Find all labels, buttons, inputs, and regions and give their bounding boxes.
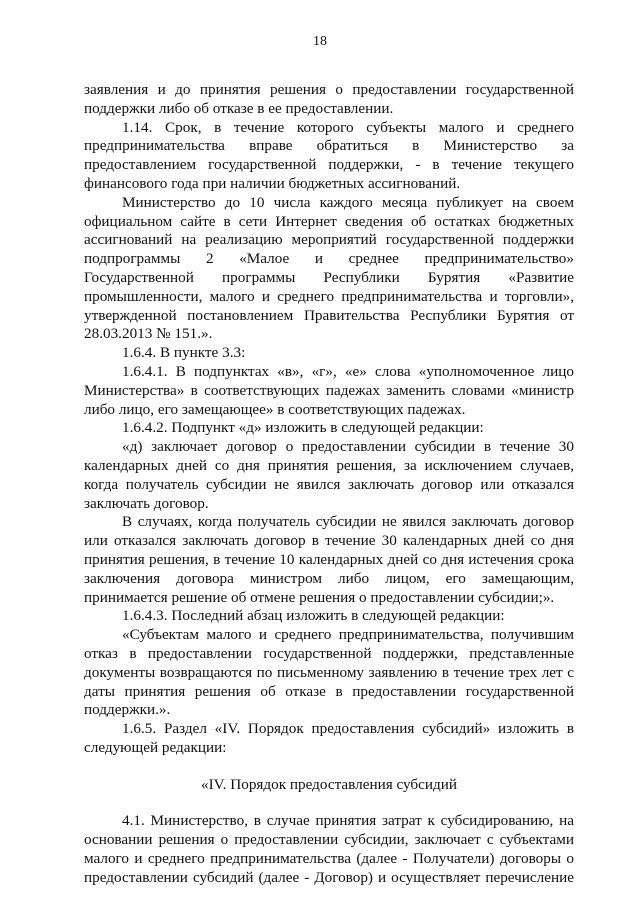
paragraph: «д) заключает договор о предоставлении субсидии в течение 30 календарных дней со дня принятия решения, за исключением случаев, когда получатель субсидии не явился заключать договор или отказался заключать договор. (84, 438, 574, 512)
paragraph: 4.1. Министерство, в случае принятия затрат к субсидированию, на основании решения о предоставлении субсидии, заключает с субъектами малого и среднего предпринимательства (далее - Получатели) договоры о предоставлении субсидий (далее - Договор) и осуществляет перечисление (84, 812, 574, 886)
section-heading: «IV. Порядок предоставления субсидий (201, 775, 457, 793)
paragraph: 1.6.4.3. Последний абзац изложить в следующей редакции: (122, 607, 505, 625)
paragraph: 1.6.4. В пункте 3.3: (122, 344, 246, 362)
paragraph: 1.14. Срок, в течение которого субъекты малого и среднего предпринимательства вправе обратиться в Министерство за предоставлением государственной поддержки, - в течение текущего финансового года при наличии бюджетных ассигнований. (84, 118, 574, 192)
paragraph: заявления и до принятия решения о предоставлении государственной поддержки либо об отказе в ее предоставлении. (84, 81, 574, 117)
paragraph: 1.6.5. Раздел «IV. Порядок предоставления субсидий» изложить в следующей редакции: (84, 720, 574, 756)
paragraph: В случаях, когда получатель субсидии не явился заключать договор или отказался заключать договор в течение 30 календарных дней со дня принятия решения, в течение 10 календарных дней со дня истечения срока заключения договора министром либо лицом, его замещающим, принимается решение об отмене решения о предоставлении субсидии;». (84, 513, 574, 606)
paragraph: Министерство до 10 числа каждого месяца публикует на своем официальном сайте в сети Интернет сведения об остатках бюджетных ассигнований на реализацию мероприятий государственной поддержки подпрограммы 2 «Малое и среднее предпринимательство» Государственной программы Республики Бурятия «Развитие промышленности, малого и среднего предпринимательства и торговли», утвержденной постановлением Правительства Республики Бурятия от 28.03.2013 № 151.». (84, 193, 574, 343)
paragraph: «Субъектам малого и среднего предпринимательства, получившим отказ в предоставлении государственной поддержки, представленные документы возвращаются по письменному заявлению в течение трех лет с даты принятия решения об отказе в предоставлении государственной поддержки.». (84, 626, 574, 719)
paragraph: 1.6.4.2. Подпункт «д» изложить в следующей редакции: (122, 419, 484, 437)
page-number: 18 (313, 34, 327, 49)
document-body (84, 81, 574, 888)
paragraph: 1.6.4.1. В подпунктах «в», «г», «е» слова «уполномоченное лицо Министерства» в соответствующих падежах заменить словами «министр либо лицо, его замещающее» в соответствующих падежах. (84, 362, 574, 418)
